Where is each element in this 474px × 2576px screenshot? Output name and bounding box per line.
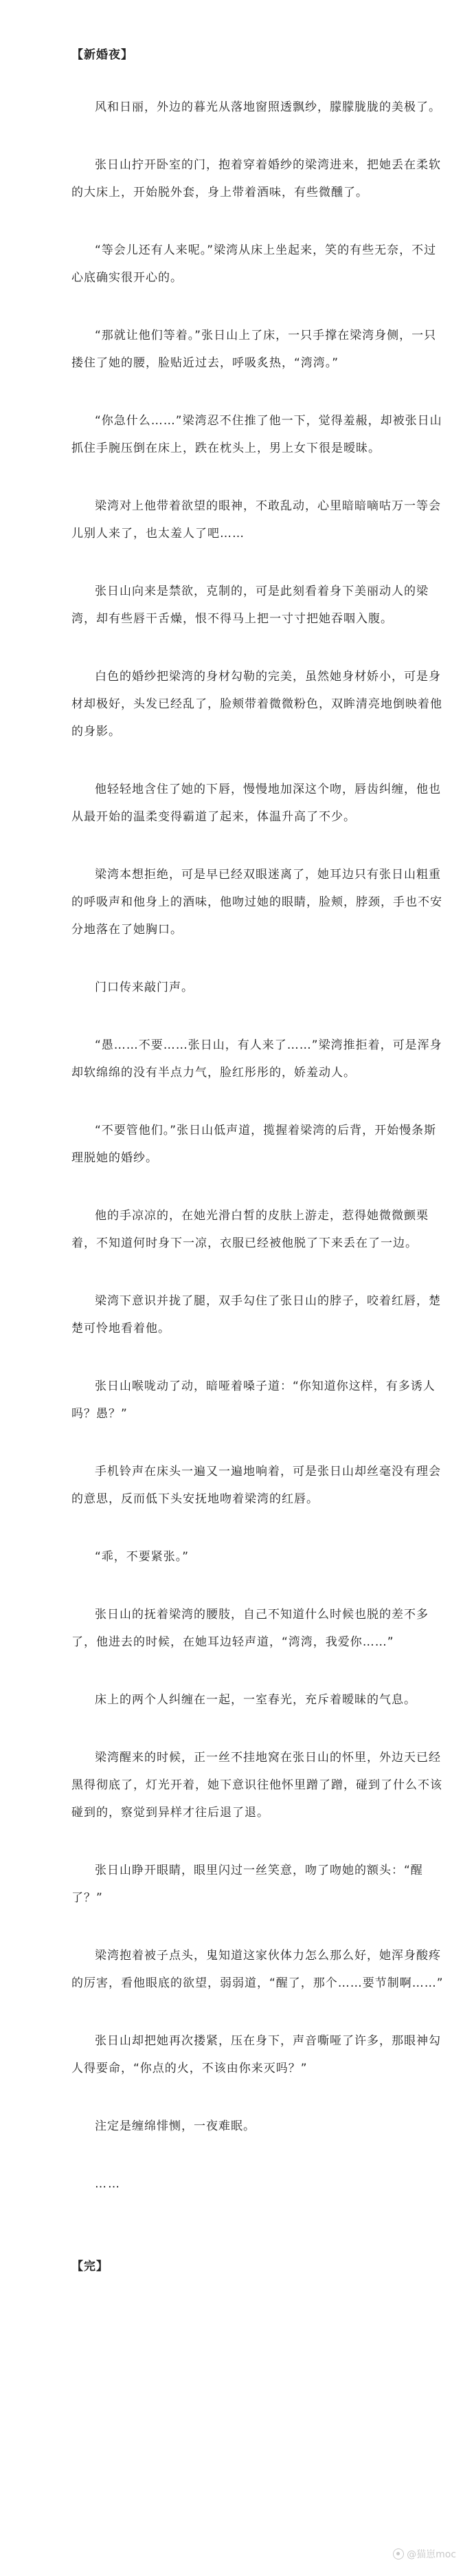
paragraph: 风和日丽，外边的暮光从落地窗照透飘纱，朦朦胧胧的美极了。 xyxy=(95,100,441,114)
paragraph: 张日山向来是禁欲，克制的，可是此刻看着身下美丽动人的梁湾，却有些唇干舌燥，恨不得马上把一寸寸把她吞咽入腹。 xyxy=(71,585,429,626)
paragraph: 梁湾醒来的时候，正一丝不挂地窝在张日山的怀里，外边天已经黑得彻底了，灯光开着，她下意识往他怀里蹭了蹭，碰到了什么不该碰到的，察觉到异样才往后退了退。 xyxy=(71,1751,442,1820)
watermark xyxy=(393,2547,456,2561)
ellipsis-line: …… xyxy=(95,2177,121,2191)
paragraph: 张日山睁开眼睛，眼里闪过一丝笑意，吻了吻她的额头：“醒了？” xyxy=(71,1864,423,1905)
story-content xyxy=(71,41,446,2280)
paragraph: “你急什么……”梁湾忍不住推了他一下，觉得羞赧，却被张日山抓住手腕压倒在床上，跌在枕头上，男上女下很是暧昧。 xyxy=(71,414,442,455)
paragraph: 张日山拧开卧室的门，抱着穿着婚纱的梁湾进来，把她丢在柔软的大床上，开始脱外套，身上带着酒味，有些微醺了。 xyxy=(71,158,441,199)
paragraph: 手机铃声在床头一遍又一遍地响着，可是张日山却丝毫没有理会的意思，反而低下头安抚地吻着梁湾的红唇。 xyxy=(71,1465,441,1506)
weibo-logo-icon xyxy=(393,2548,404,2559)
paragraph: 张日山却把她再次搂紧，压在身下，声音嘶哑了许多，那眼神勾人得要命，“你点的火，不该由你来灭吗？” xyxy=(71,2034,441,2075)
paragraph: “愚……不要……张日山，有人来了……”梁湾推拒着，可是浑身却软绵绵的没有半点力气，脸红彤彤的，娇羞动人。 xyxy=(71,1038,442,1080)
story-heading: 【新婚夜】 xyxy=(71,48,133,62)
paragraph: 他的手凉凉的，在她光滑白皙的皮肤上游走，惹得她微微颤栗着，不知道何时身下一凉，衣服已经被他脱了下来丢在了一边。 xyxy=(71,1209,429,1250)
paragraph: 注定是缠绵悱恻，一夜难眠。 xyxy=(95,2119,256,2133)
paragraph: “那就让他们等着。”张日山上了床，一只手撑在梁湾身侧，一只搂住了她的腰，脸贴近过去，呼吸炙热，“湾湾。” xyxy=(71,329,437,370)
paragraph: 他轻轻地含住了她的下唇，慢慢地加深这个吻，唇齿纠缠，他也从最开始的温柔变得霸道了起来，体温升高了不少。 xyxy=(71,783,441,824)
paragraph: 张日山的抚着梁湾的腰肢，自己不知道什么时候也脱的差不多了，他进去的时候，在她耳边轻声道，“湾湾，我爱你……” xyxy=(71,1608,429,1649)
watermark-text: @猫崽moc xyxy=(407,2549,456,2560)
paragraph: 梁湾抱着被子点头，鬼知道这家伙体力怎么那么好，她浑身酸疼的厉害，看他眼底的欲望，弱弱道，“醒了，那个……要节制啊……” xyxy=(71,1949,444,1990)
paragraph: 梁湾对上他带着欲望的眼神，不敢乱动，心里暗暗嘀咕万一等会儿别人来了，也太羞人了吧…… xyxy=(71,499,441,541)
paragraph: 梁湾下意识并拢了腿，双手勾住了张日山的脖子，咬着红唇，楚楚可怜地看着他。 xyxy=(71,1294,441,1335)
paragraph: 床上的两个人纠缠在一起，一室春光，充斥着暧昧的气息。 xyxy=(95,1693,416,1707)
paragraph: “不要管他们。”张日山低声道，揽握着梁湾的后背，开始慢条斯理脱她的婚纱。 xyxy=(71,1124,437,1165)
paragraph: “等会儿还有人来呢。”梁湾从床上坐起来，笑的有些无奈，不过心底确实很开心的。 xyxy=(71,243,437,285)
paragraph: “乖，不要紧张。” xyxy=(95,1550,190,1564)
paragraph: 梁湾本想拒绝，可是早已经双眼迷离了，她耳边只有张日山粗重的呼吸声和他身上的酒味，他吻过她的眼睛，脸颊，脖颈，手也不安分地落在了她胸口。 xyxy=(71,868,442,937)
paragraph: 白色的婚纱把梁湾的身材勾勒的完美，虽然她身材娇小，可是身材却极好，头发已经乱了，脸颊带着微微粉色，双眸清亮地倒映着他的身影。 xyxy=(71,670,442,739)
paragraph: 张日山喉咙动了动，暗哑着嗓子道：“你知道你这样，有多诱人吗？愚？” xyxy=(71,1379,436,1421)
paragraph: 门口传来敲门声。 xyxy=(95,981,194,994)
end-mark: 【完】 xyxy=(71,2260,109,2273)
